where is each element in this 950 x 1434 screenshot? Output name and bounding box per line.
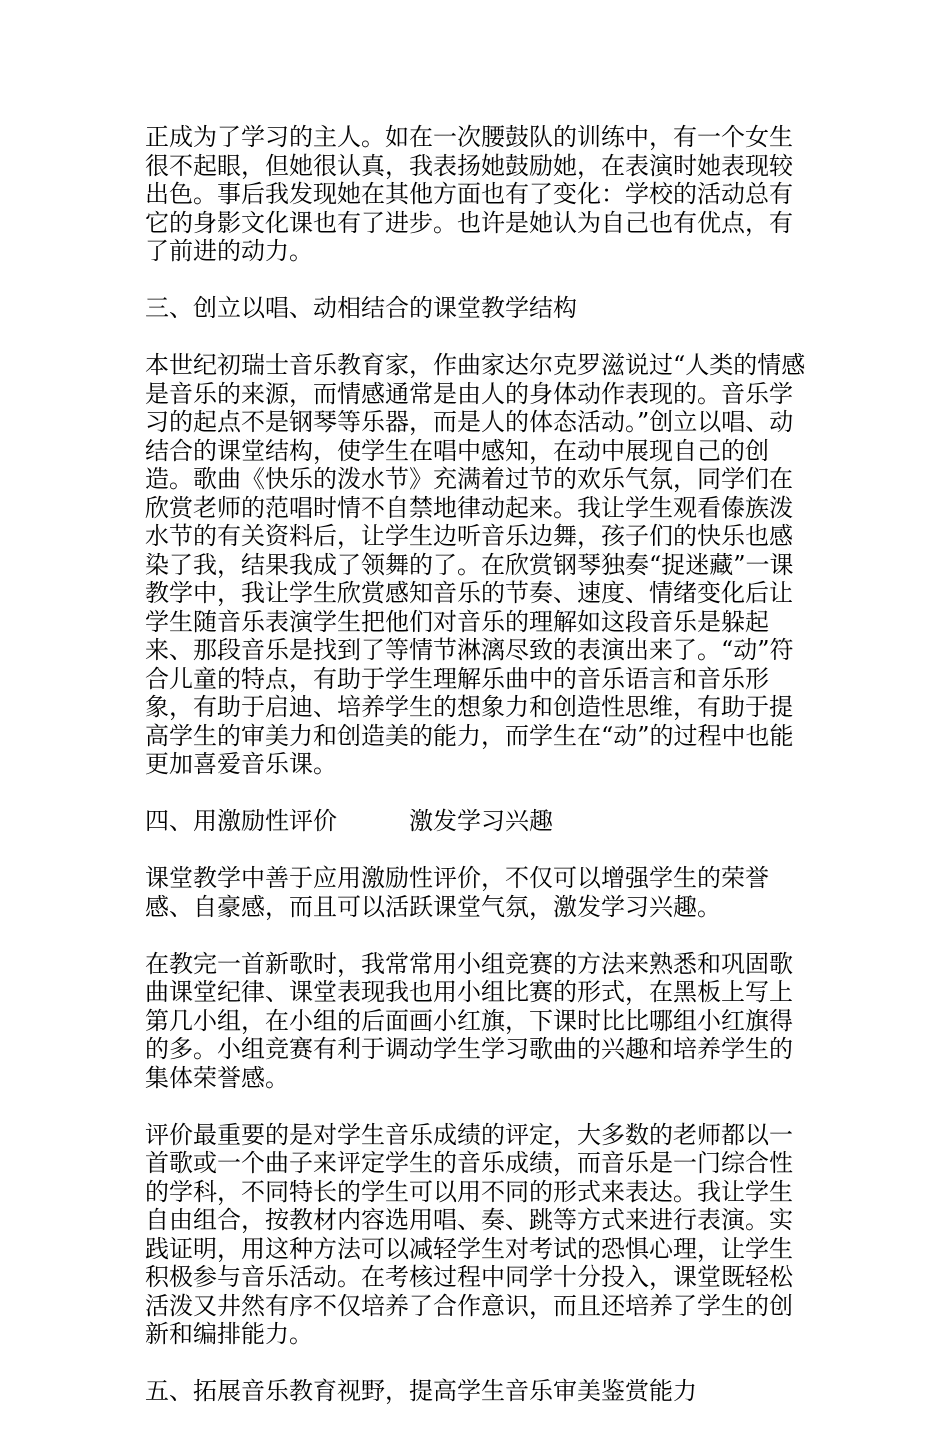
section-heading-4-part2: 激发学习兴趣 bbox=[409, 807, 553, 835]
section-heading-5: 五、拓展音乐教育视野，提高学生音乐审美鉴赏能力 bbox=[145, 1377, 697, 1405]
section-heading-4 bbox=[145, 807, 813, 836]
section-heading-3: 三、创立以唱、动相结合的课堂教学结构 bbox=[145, 294, 577, 322]
paragraph-group-competition: 在教完一首新歌时，我常常用小组竞赛的方法来熟悉和巩固歌曲课堂纪律、课堂表现我也用小组比赛的形式，在黑板上写上第几小组，在小组的后面画小红旗，下课时比比哪组小红旗得的多。小组竞赛有利于调动学生学习歌曲的兴趣和培养学生的集体荣誉感。 bbox=[145, 949, 793, 1092]
paragraph-incentive-evaluation: 课堂教学中善于应用激励性评价，不仅可以增强学生的荣誉感、自豪感，而且可以活跃课堂气氛，激发学习兴趣。 bbox=[145, 864, 769, 921]
paragraph-continuation: 正成为了学习的主人。如在一次腰鼓队的训练中，有一个女生很不起眼，但她很认真，我表扬她鼓励她，在表演时她表现较出色。事后我发现她在其他方面也有了变化：学校的活动总有它的身影文化课也有了进步。也许是她认为自己也有优点，有了前进的动力。 bbox=[145, 123, 793, 265]
document-body bbox=[145, 123, 813, 1434]
paragraph-assessment: 评价最重要的是对学生音乐成绩的评定，大多数的老师都以一首歌或一个曲子来评定学生的音乐成绩，而音乐是一门综合性的学科，不同特长的学生可以用不同的形式来表达。我让学生自由组合，按教材内容选用唱、奏、跳等方式来进行表演。实践证明，用这种方法可以减轻学生对考试的恐惧心理，让学生积极参与音乐活动。在考核过程中同学十分投入，课堂既轻松活泼又井然有序不仅培养了合作意识，而且还培养了学生的创新和编排能力。 bbox=[145, 1120, 793, 1348]
section-heading-4-part1: 四、用激励性评价 bbox=[145, 807, 337, 835]
paragraph-singing-movement: 本世纪初瑞士音乐教育家，作曲家达尔克罗滋说过“人类的情感是音乐的来源，而情感通常是由人的身体动作表现的。音乐学习的起点不是钢琴等乐器，而是人的体态活动。”创立以唱、动结合的课堂结构，使学生在唱中感知，在动中展现自己的创造。歌曲《快乐的泼水节》充满着过节的欢乐气氛，同学们在欣赏老师的范唱时情不自禁地律动起来。我让学生观看傣族泼水节的有关资料后，让学生边听音乐边舞，孩子们的快乐也感染了我，结果我成了领舞的了。在欣赏钢琴独奏“捉迷藏”一课教学中，我让学生欣赏感知音乐的节奏、速度、情绪变化后让学生随音乐表演学生把他们对音乐的理解如这段音乐是躲起来、那段音乐是找到了等情节淋漓尽致的表演出来了。“动”符合儿童的特点，有助于学生理解乐曲中的音乐语言和音乐形象，有助于启迪、培养学生的想象力和创造性思维，有助于提高学生的审美力和创造美的能力，而学生在“动”的过程中也能更加喜爱音乐课。 bbox=[145, 351, 806, 778]
